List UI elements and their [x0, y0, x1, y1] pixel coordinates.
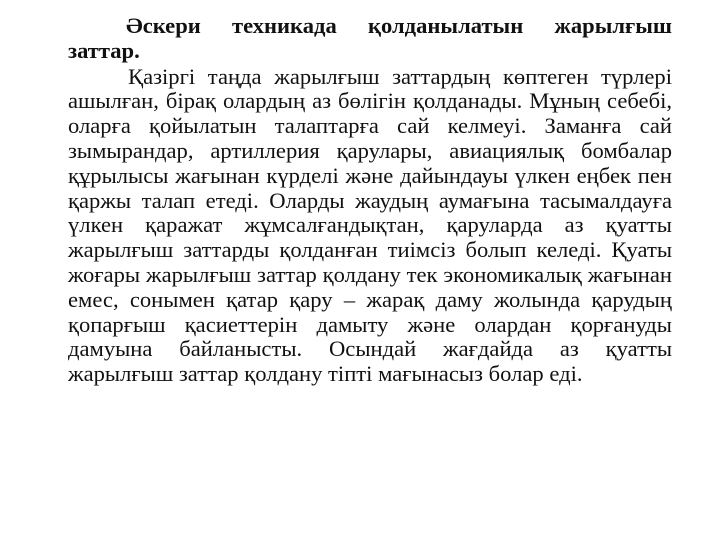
slide-content	[68, 14, 672, 387]
slide-body-paragraph: Қазіргі таңда жарылғыш заттардың көптеген түрлері ашылған, бірақ олардың аз бөлігін қолданады. Мұның себебі, оларға қойылатын талаптарға сай келмеуі. Заманға сай зымырандар, артиллерия қарулары, авиациялық бомбалар құрылысы жағынан күрделі және дайындауы үлкен еңбек пен қаржы талап етеді. Оларды жаудың аумағына тасымалдауға үлкен қаражат жұмсалғандықтан, қаруларда аз қуатты жарылғыш заттарды қолданған тиімсіз болып келеді. Қуаты жоғары жарылғыш заттар қолдану тек экономикалық жағынан емес, сонымен қатар қару – жарақ даму жолында қарудың қопарғыш қасиеттерін дамыту және олардан қорғануды дамуына байланысты. Осындай жағдайда аз қуатты жарылғыш заттар қолдану тіпті мағынасыз болар еді.	[68, 63, 672, 387]
slide-heading: Әскери техникада қолданылатын жарылғыш заттар.	[68, 13, 672, 63]
